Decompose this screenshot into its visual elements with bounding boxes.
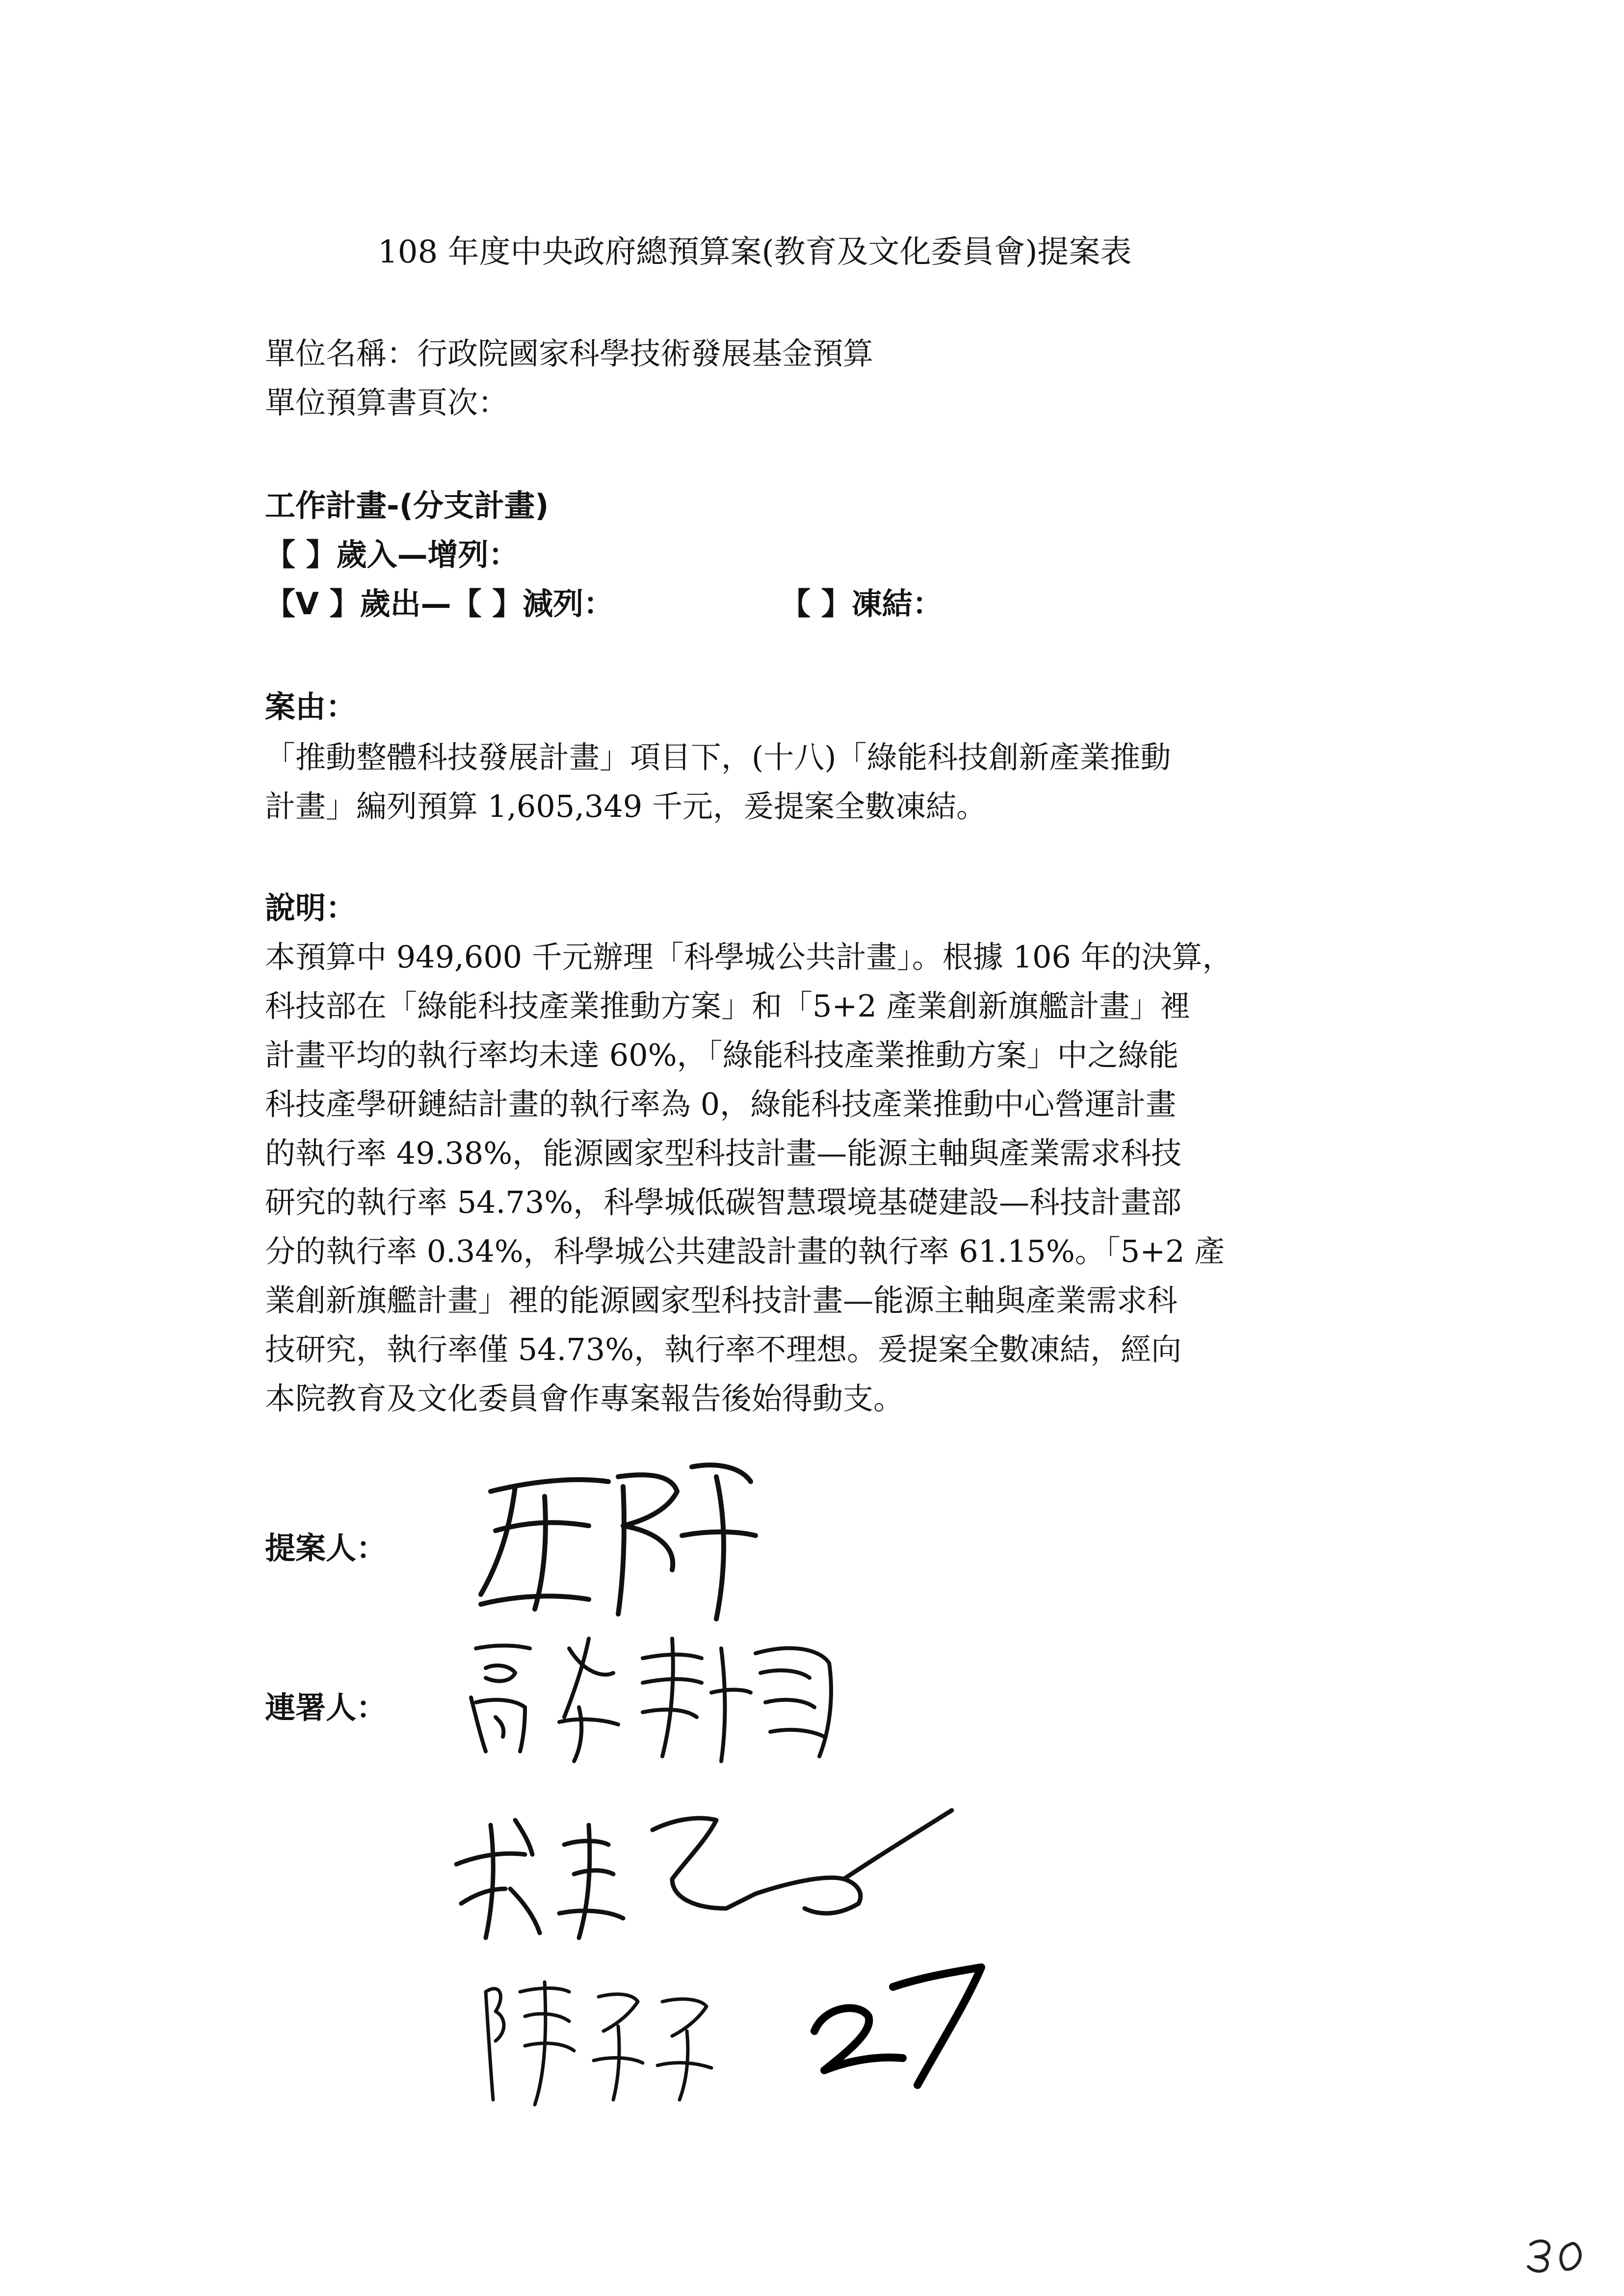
proposer-signature — [461, 1447, 765, 1624]
work-plan-heading: 工作計畫-(分支計畫) — [265, 488, 549, 523]
explanation-line: 業創新旗艦計畫」裡的能源國家型科技計畫—能源主軸與產業需求科 — [265, 1282, 1178, 1318]
page-number — [1523, 2235, 1592, 2276]
reason-line: 計畫」編列預算 1,605,349 千元，爰提案全數凍結。 — [265, 788, 987, 824]
explanation-line: 本院教育及文化委員會作專案報告後始得動支。 — [265, 1381, 904, 1416]
explanation-heading: 說明： — [265, 890, 357, 926]
unit-name-line: 單位名稱：行政院國家科學技術發展基金預算 — [265, 336, 874, 371]
reason-heading: 案由： — [265, 689, 357, 725]
explanation-line: 計畫平均的執行率均未達 60%，「綠能科技產業推動方案」中之綠能 — [265, 1037, 1179, 1073]
cosigner-signature-1 — [456, 1619, 849, 1766]
cosigner-signature-3 — [471, 1953, 775, 2110]
reason-line: 「推動整體科技發展計畫」項目下，(十八)「綠能科技創新產業推動 — [265, 739, 1171, 775]
explanation-line: 研究的執行率 54.73%，科學城低碳智慧環境基礎建設—科技計畫部 — [265, 1184, 1182, 1220]
unit-page-line: 單位預算書頁次： — [265, 385, 509, 420]
explanation-line: 科技產學研鏈結計畫的執行率為 0，綠能科技產業推動中心營運計畫 — [265, 1086, 1177, 1122]
explanation-line: 本預算中 949,600 千元辦理「科學城公共計畫」。根據 106 年的決算， — [265, 939, 1233, 975]
cosigner-signature-2 — [442, 1791, 962, 1948]
freeze-line: 【 】凍結： — [780, 586, 943, 622]
proposer-label: 提案人： — [265, 1530, 387, 1566]
explanation-line: 分的執行率 0.34%，科學城公共建設計畫的執行率 61.15%。「5+2 產 — [265, 1233, 1225, 1269]
document-title: 108 年度中央政府總預算案(教育及文化委員會)提案表 — [378, 234, 1132, 270]
handwritten-number — [805, 1957, 991, 2090]
expenditure-line: 【V 】歲出—【 】減列： — [265, 586, 614, 622]
revenue-line: 【 】歲入—增列： — [265, 537, 519, 573]
explanation-line: 科技部在「綠能科技產業推動方案」和「5+2 產業創新旗艦計畫」裡 — [265, 988, 1191, 1024]
cosigner-label: 連署人： — [265, 1690, 387, 1725]
explanation-line: 技研究，執行率僅 54.73%，執行率不理想。爰提案全數凍結，經向 — [265, 1331, 1182, 1367]
explanation-line: 的執行率 49.38%，能源國家型科技計畫—能源主軸與產業需求科技 — [265, 1135, 1182, 1171]
